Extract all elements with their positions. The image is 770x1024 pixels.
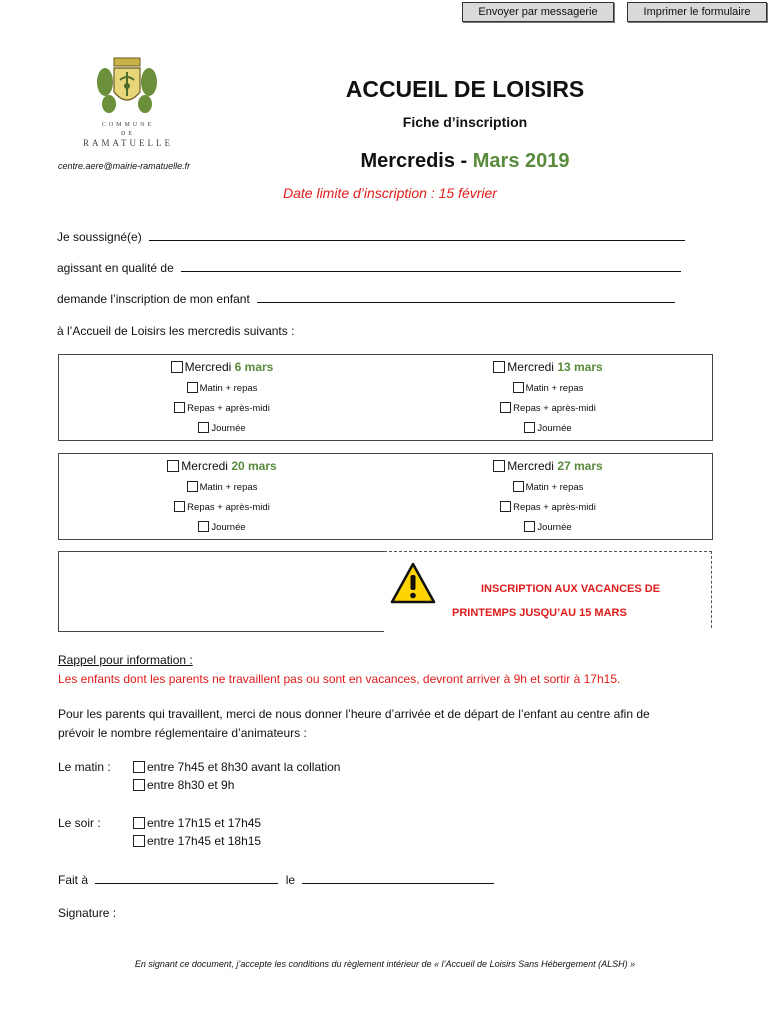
notice-line2: PRINTEMPS JUSQU’AU 15 MARS	[452, 607, 627, 619]
le-label: le	[285, 873, 296, 887]
days-box-2	[58, 453, 713, 540]
matin-option-2	[133, 778, 234, 792]
day-date: 13 mars	[557, 360, 603, 374]
soir-option-2	[133, 834, 261, 848]
commune-line3: RAMATUELLE	[83, 138, 173, 148]
date-field[interactable]	[302, 873, 494, 884]
child-field[interactable]	[257, 292, 675, 303]
day-6-mars	[59, 355, 385, 434]
day-27-checkbox[interactable]	[493, 460, 505, 472]
day-13-checkbox[interactable]	[493, 361, 505, 373]
matin-option-1	[133, 760, 340, 774]
opt-label: Journée	[537, 423, 572, 434]
commune-name	[78, 121, 178, 148]
opt-label: Matin + repas	[525, 383, 584, 394]
blank-box	[58, 551, 384, 632]
day-20-opt1-checkbox[interactable]	[187, 481, 198, 492]
capacity-label: agissant en qualité de	[57, 261, 174, 275]
day-prefix: Mercredi	[507, 360, 554, 374]
place-field[interactable]	[95, 873, 278, 884]
fait-label: Fait à	[58, 873, 89, 887]
opt-label: Repas + après-midi	[187, 403, 270, 414]
day-prefix: Mercredi	[507, 459, 554, 473]
soir-option-1	[133, 816, 261, 830]
day-13-opt1-checkbox[interactable]	[513, 382, 524, 393]
footer-note: En signant ce document, j’accepte les conditions du règlement intérieur de « l’Accueil de Loisirs Sans Hébergement (ALSH) »	[134, 959, 636, 969]
day-date: 27 mars	[557, 459, 603, 473]
opt-label: Matin + repas	[199, 383, 258, 394]
commune-line2: DE	[121, 131, 135, 137]
day-27-mars	[385, 454, 711, 533]
matin-opt1-checkbox[interactable]	[133, 761, 145, 773]
day-date: 20 mars	[231, 459, 277, 473]
opt-label: Repas + après-midi	[513, 403, 596, 414]
day-20-opt2-checkbox[interactable]	[174, 501, 185, 512]
child-label: demande l’inscription de mon enfant	[57, 292, 250, 306]
signature-label: Signature :	[58, 906, 117, 920]
send-by-email-button[interactable]: Envoyer par messagerie	[462, 2, 614, 22]
day-27-opt3-checkbox[interactable]	[524, 521, 535, 532]
name-line	[57, 230, 685, 244]
deadline-notice: Date limite d’inscription : 15 février	[283, 185, 497, 201]
notice-line1: INSCRIPTION AUX VACANCES DE	[481, 583, 661, 595]
info-para1: Pour les parents qui travaillent, merci de nous donner l’heure d’arrivée et de départ de l’enfant au centre afin de	[58, 707, 650, 721]
name-label: Je soussigné(e)	[57, 230, 142, 244]
soir-opt2-checkbox[interactable]	[133, 835, 145, 847]
day-27-opt1-checkbox[interactable]	[513, 481, 524, 492]
opt-label: Journée	[211, 522, 246, 533]
day-date: 6 mars	[234, 360, 274, 374]
name-field[interactable]	[149, 230, 685, 241]
page-title: ACCUEIL DE LOISIRS	[345, 76, 585, 102]
day-27-opt2-checkbox[interactable]	[500, 501, 511, 512]
soir-opt1-label: entre 17h15 et 17h45	[147, 816, 262, 830]
matin-opt2-checkbox[interactable]	[133, 779, 145, 791]
opt-label: Journée	[211, 423, 246, 434]
matin-opt1-label: entre 7h45 et 8h30 avant la collation	[147, 760, 341, 774]
day-13-opt3-checkbox[interactable]	[524, 422, 535, 433]
opt-label: Repas + après-midi	[187, 502, 270, 513]
capacity-field[interactable]	[181, 261, 681, 272]
day-6-checkbox[interactable]	[171, 361, 183, 373]
notice-box	[384, 551, 712, 628]
day-13-mars	[385, 355, 711, 434]
intro-text: à l’Accueil de Loisirs les mercredis suivants :	[57, 324, 295, 338]
soir-opt1-checkbox[interactable]	[133, 817, 145, 829]
soir-label: Le soir :	[58, 816, 101, 830]
matin-opt2-label: entre 8h30 et 9h	[147, 778, 235, 792]
opt-label: Repas + après-midi	[513, 502, 596, 513]
month-label: Mars 2019	[472, 150, 570, 172]
coat-of-arms-logo	[92, 52, 162, 122]
opt-label: Matin + repas	[199, 482, 258, 493]
opt-label: Journée	[537, 522, 572, 533]
day-20-opt3-checkbox[interactable]	[198, 521, 209, 532]
warning-icon	[390, 562, 436, 609]
day-20-checkbox[interactable]	[167, 460, 179, 472]
mercredis-label: Mercredis -	[360, 150, 468, 172]
period-heading	[300, 150, 630, 173]
days-box-1	[58, 354, 713, 441]
contact-email: centre.aere@mairie-ramatuelle.fr	[58, 161, 191, 171]
opt-label: Matin + repas	[525, 482, 584, 493]
child-line	[57, 292, 675, 306]
print-form-button[interactable]: Imprimer le formulaire	[627, 2, 767, 22]
day-prefix: Mercredi	[181, 459, 228, 473]
day-20-mars	[59, 454, 385, 533]
page-subtitle: Fiche d’inscription	[402, 114, 528, 130]
matin-label: Le matin :	[58, 760, 111, 774]
fait-line	[58, 873, 494, 887]
day-6-opt2-checkbox[interactable]	[174, 402, 185, 413]
commune-line1: COMMUNE	[101, 122, 155, 128]
day-prefix: Mercredi	[184, 360, 232, 374]
day-6-opt1-checkbox[interactable]	[187, 382, 198, 393]
info-heading: Rappel pour information :	[58, 653, 193, 667]
day-13-opt2-checkbox[interactable]	[500, 402, 511, 413]
info-para2: prévoir le nombre réglementaire d’animateurs :	[58, 726, 307, 740]
soir-opt2-label: entre 17h45 et 18h15	[147, 834, 262, 848]
info-warning: Les enfants dont les parents ne travaillent pas ou sont en vacances, devront arriver à 9h et sortir à 17h15.	[58, 672, 621, 686]
day-6-opt3-checkbox[interactable]	[198, 422, 209, 433]
capacity-line	[57, 261, 681, 275]
